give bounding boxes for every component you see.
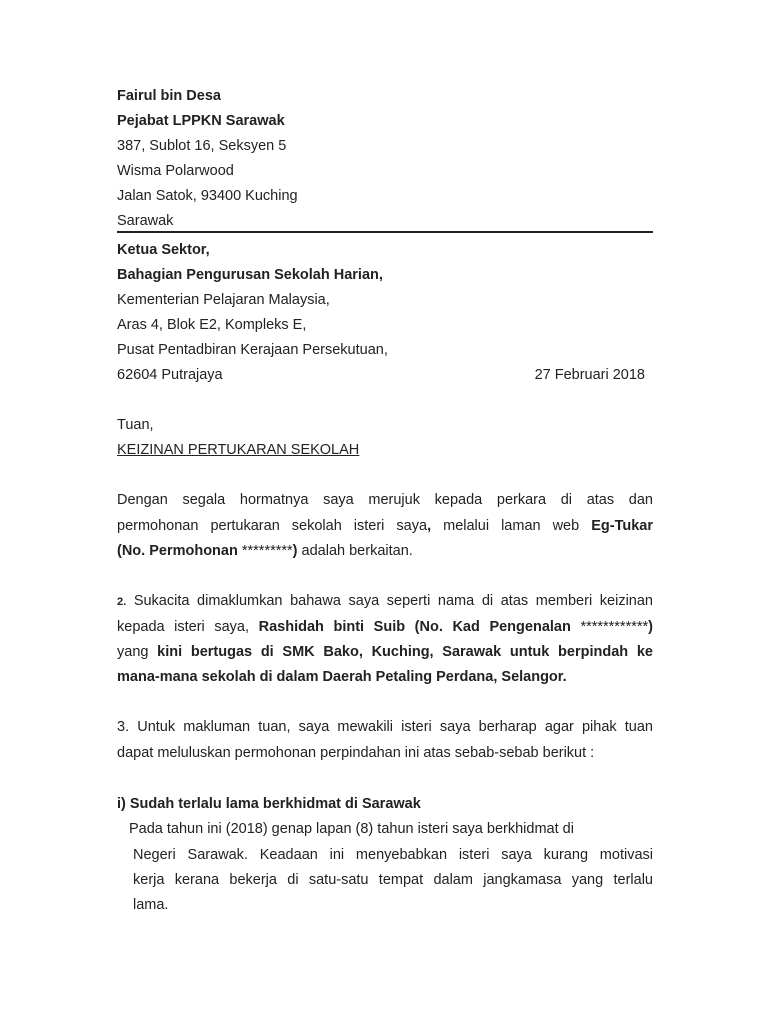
para1-text: adalah berkaitan.: [297, 543, 413, 559]
letter-date: 27 Februari 2018: [534, 367, 645, 383]
para2-line: [117, 643, 653, 661]
para1-line: [117, 542, 413, 560]
reason1-heading: i) Sudah terlalu lama berkhidmat di Sarawak: [117, 796, 421, 812]
para2-stars: ************: [580, 619, 649, 635]
sender-address-line: Sarawak: [117, 213, 174, 229]
reason1-line: kerja kerana bekerja di satu-satu tempat dalam jangkamasa yang terlalu: [133, 872, 653, 888]
subject-heading: KEIZINAN PERTUKARAN SEKOLAH: [117, 442, 360, 458]
para1-comma: ,: [427, 518, 432, 534]
recipient-address-line: Aras 4, Blok E2, Kompleks E,: [117, 317, 307, 333]
para2-line: mana-mana sekolah di dalam Daerah Petaling Perdana, Selangor.: [117, 669, 567, 685]
para2-bold: ): [648, 619, 653, 635]
reason1-line: Pada tahun ini (2018) genap lapan (8) tahun isteri saya berkhidmat di: [129, 821, 574, 837]
para3-line: dapat meluluskan permohonan perpindahan ini atas sebab-sebab berikut :: [117, 745, 595, 761]
recipient-address-line: 62604 Putrajaya: [117, 367, 223, 383]
sender-name: Fairul bin Desa: [117, 88, 221, 104]
para1-bold: ): [292, 543, 298, 559]
para2-text: kepada isteri saya,: [117, 619, 259, 635]
para1-text: permohonan pertukaran sekolah isteri saya: [117, 518, 428, 534]
recipient-address-line: Pusat Pentadbiran Kerajaan Persekutuan,: [117, 342, 388, 358]
para1-line: Dengan segala hormatnya saya merujuk kepada perkara di atas dan: [117, 492, 653, 508]
para2-number: 2.: [117, 596, 127, 608]
sender-address-line: Jalan Satok, 93400 Kuching: [117, 188, 298, 204]
salutation: Tuan,: [117, 417, 154, 433]
letter-page: [117, 0, 653, 1024]
recipient-ministry: Kementerian Pelajaran Malaysia,: [117, 292, 330, 308]
para2-bold: kini bertugas di SMK Bako, Kuching, Sarawak untuk berpindah ke: [157, 644, 653, 660]
recipient-title: Ketua Sektor,: [117, 242, 210, 258]
para2-bold: Rashidah binti Suib (No. Kad Pengenalan: [258, 619, 581, 635]
header-divider: [117, 231, 653, 233]
reason1-line: Negeri Sarawak. Keadaan ini menyebabkan isteri saya kurang motivasi: [133, 847, 653, 863]
para1-line: [117, 517, 653, 535]
sender-address-line: 387, Sublot 16, Seksyen 5: [117, 138, 287, 154]
reason1-line: lama.: [133, 897, 169, 913]
para1-stars: *********: [241, 543, 293, 559]
para2-text: Sukacita dimaklumkan bahawa saya seperti nama di atas memberi keizinan: [126, 593, 653, 609]
para1-bold: Eg-Tukar: [591, 518, 653, 534]
para2-line: [117, 618, 653, 636]
sender-address-line: Wisma Polarwood: [117, 163, 234, 179]
para3-line: 3. Untuk makluman tuan, saya mewakili isteri saya berharap agar pihak tuan: [117, 719, 653, 735]
recipient-division: Bahagian Pengurusan Sekolah Harian,: [117, 267, 383, 283]
para1-text: melalui laman web: [431, 518, 592, 534]
sender-office: Pejabat LPPKN Sarawak: [117, 113, 285, 129]
para2-line: [117, 592, 653, 611]
para1-bold: (No. Permohonan: [117, 543, 242, 559]
para2-text: yang: [117, 644, 158, 660]
